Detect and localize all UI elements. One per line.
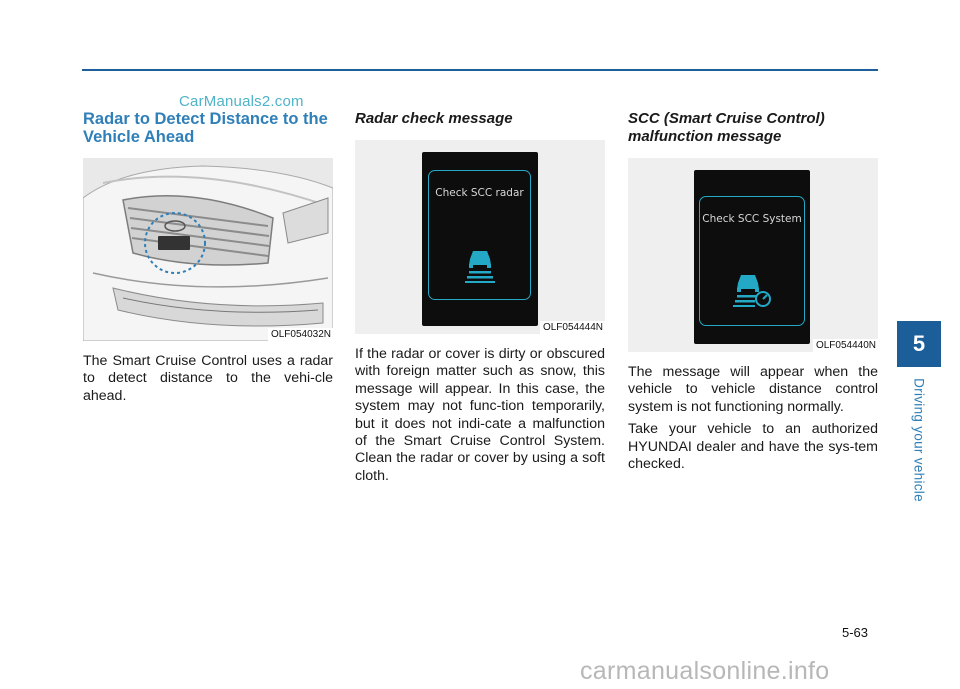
figure-code: OLF054444N [540, 321, 605, 334]
watermark-top[interactable]: CarManuals2.com [179, 93, 304, 110]
top-rule [82, 69, 878, 71]
display-frame [699, 196, 805, 326]
body-text: If the radar or cover is dirty or obscured with foreign matter such as snow, this message will appear. In this case, the system may not func-tion temporarily, but it does not indi-cate a malfunction of the Smart Cruise Control System. Clean the radar or cover by using a soft cloth. [355, 346, 605, 484]
body-text: The message will appear when the vehicle to vehicle distance control system is not functioning normally. [628, 364, 878, 415]
figure-code: OLF054032N [268, 328, 333, 341]
column-radar-detect [83, 110, 333, 405]
car-malfunction-icon [730, 267, 774, 307]
display-frame [428, 170, 531, 300]
column-radar-check [355, 110, 605, 485]
body-text: Take your vehicle to an authorized HYUNDAI dealer and have the sys-tem checked. [628, 421, 878, 473]
chapter-tab[interactable]: 5 [897, 321, 941, 367]
section-heading: Radar to Detect Distance to the Vehicle Ahead [83, 110, 328, 146]
chapter-title: Driving your vehicle [911, 378, 927, 502]
figure-cluster-system [628, 158, 878, 352]
car-front-illustration [83, 158, 333, 341]
page-number: 5-63 [842, 625, 869, 640]
figure-code: OLF054440N [813, 339, 878, 352]
display-message: Check SCC radar [435, 187, 524, 199]
section-heading: Radar check message [355, 110, 513, 127]
display-message: Check SCC System [702, 213, 802, 225]
cluster-display [694, 170, 810, 344]
body-text: The Smart Cruise Control uses a radar to detect distance to the vehi-cle ahead. [83, 353, 333, 404]
car-radar-icon [460, 243, 500, 283]
section-heading: SCC (Smart Cruise Control) malfunction message [628, 110, 825, 145]
column-scc-malfunction [628, 110, 878, 473]
figure-car-front [83, 158, 333, 341]
watermark-footer[interactable]: carmanualsonline.info [580, 657, 830, 685]
cluster-display [422, 152, 538, 326]
figure-cluster-radar [355, 140, 605, 334]
